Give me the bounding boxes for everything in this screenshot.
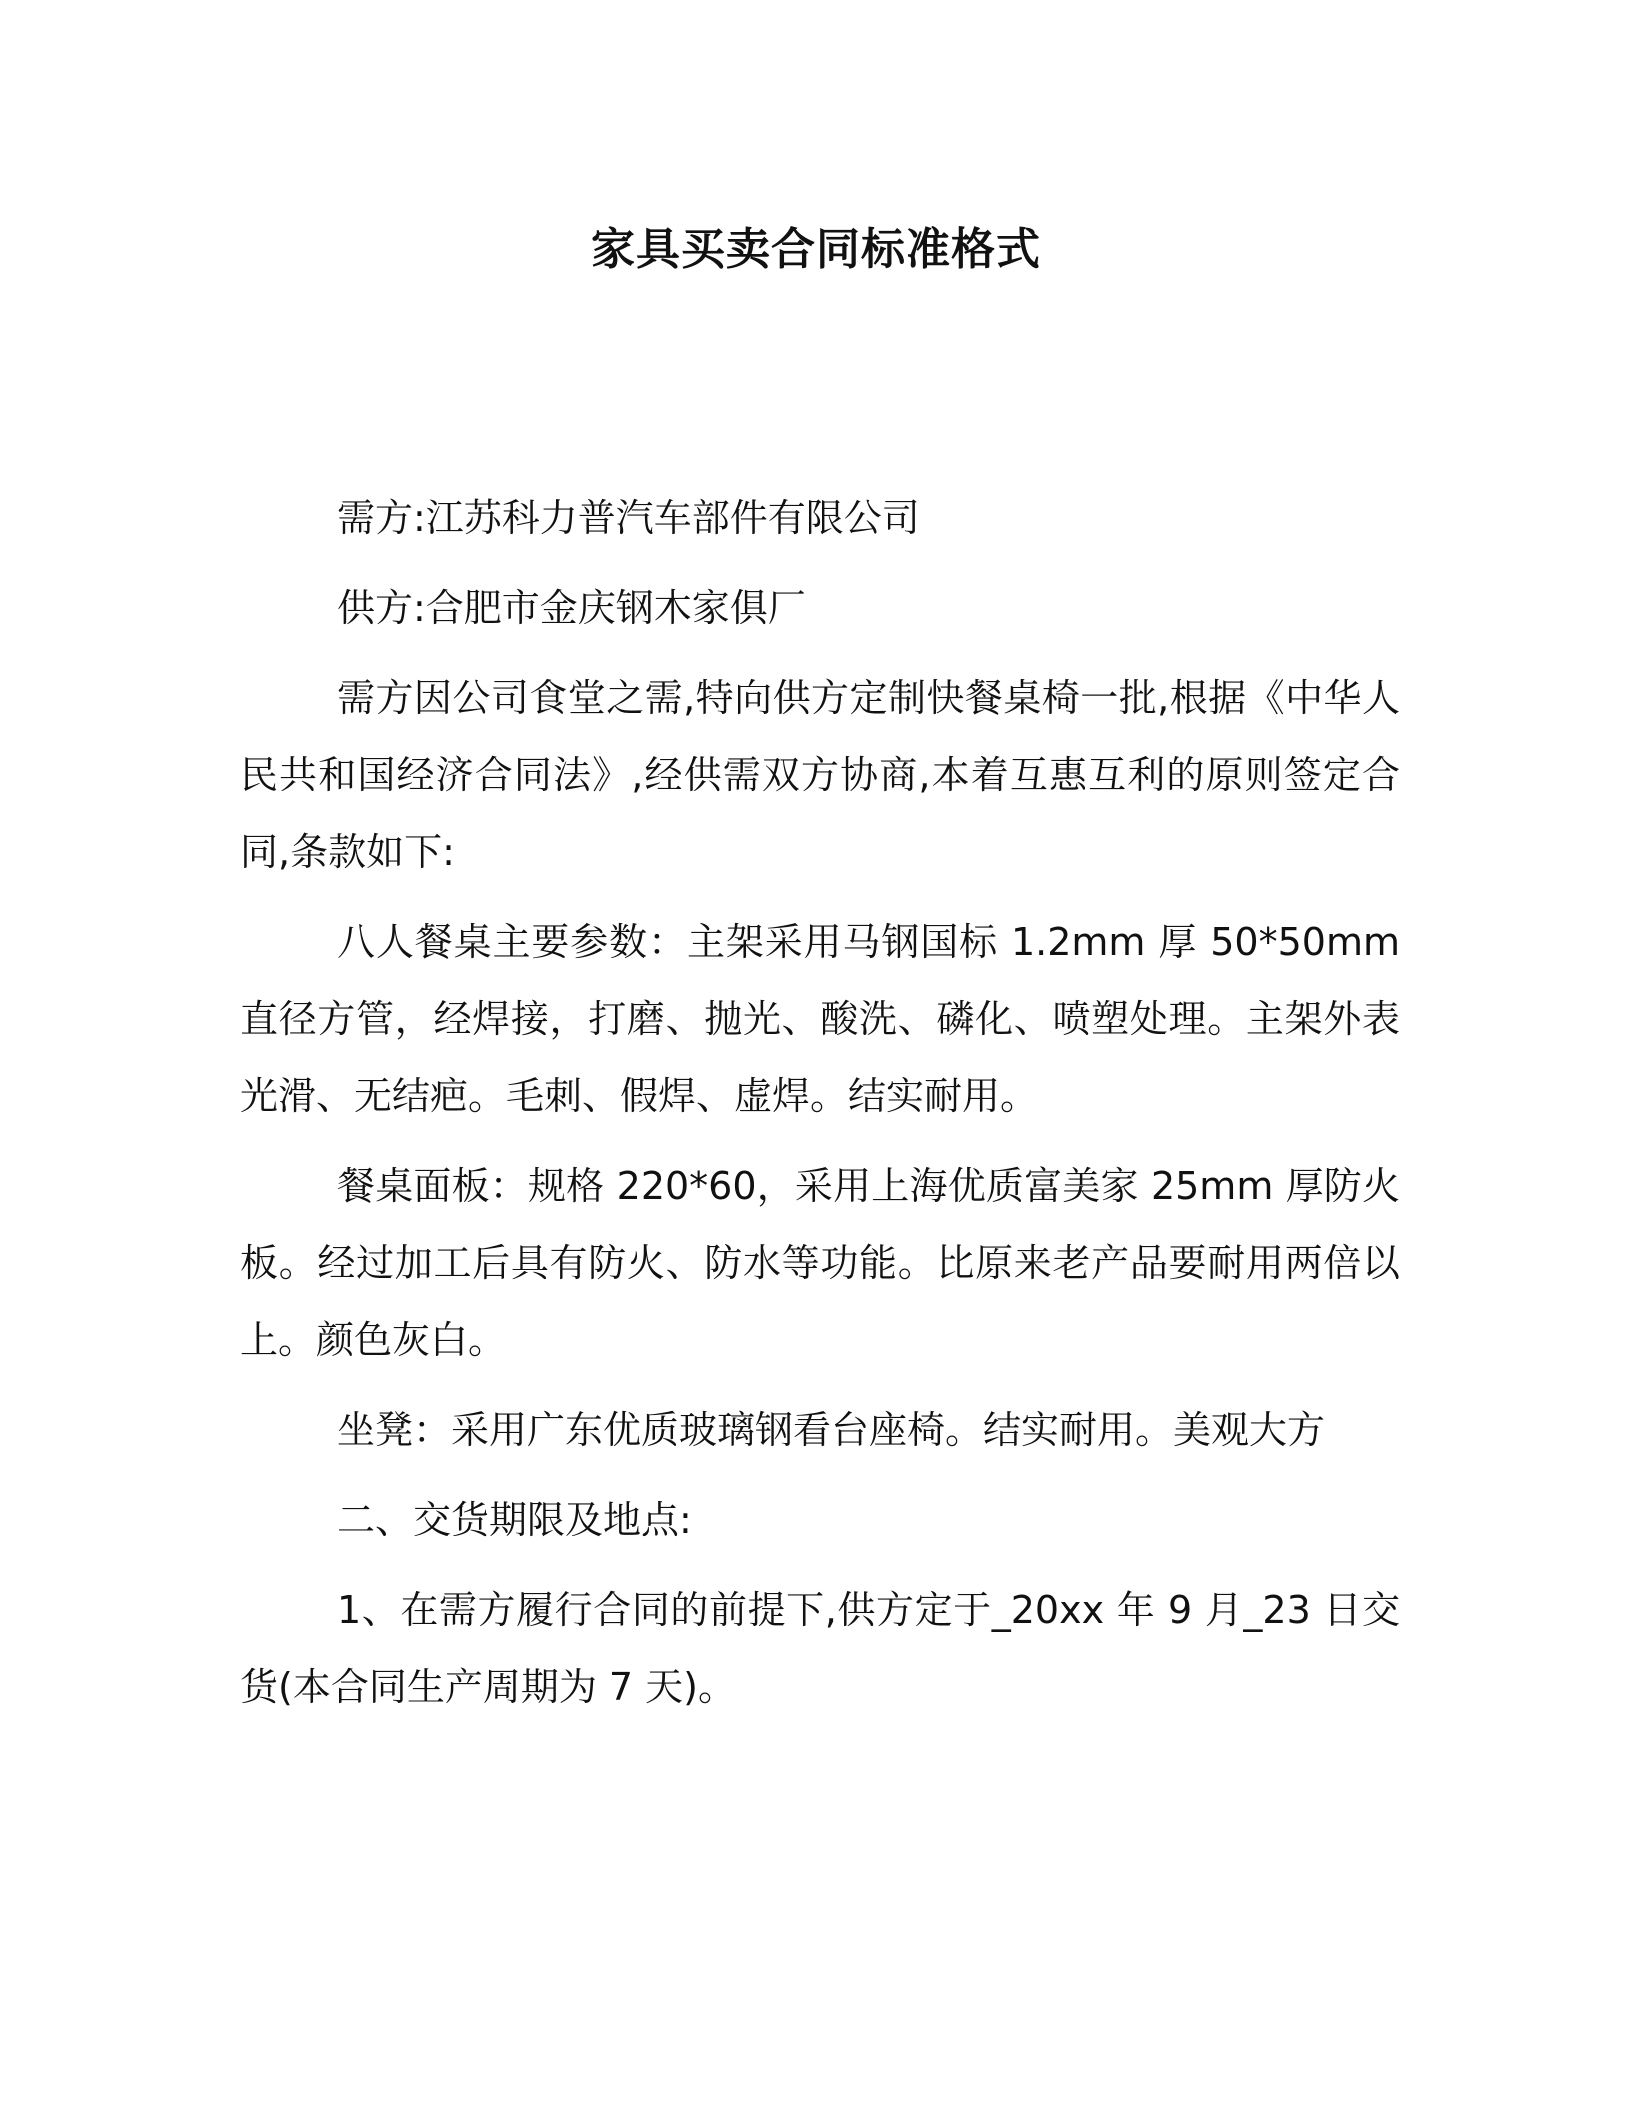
document-title: 家具买卖合同标准格式 [591,224,1041,275]
supplier-line: 供方:合肥市金庆钢木家俱厂 [337,586,806,630]
tabletop-spec-paragraph: 餐桌面板：规格 220*60，采用上海优质富美家 25mm 厚防火板。经过加工后具有防火、防水等功能。比原来老产品要耐用两倍以上。颜色灰白。 [240,1164,1400,1362]
preamble-paragraph: 需方因公司食堂之需,特向供方定制快餐桌椅一批,根据《中华人民共和国经济合同法》,经供需双方协商,本着互惠互利的原则签定合同,条款如下: [240,676,1400,874]
delivery-clause-1: 1、在需方履行合同的前提下,供方定于_20xx 年 9 月_23 日交货(本合同生产周期为 7 天)。 [240,1588,1400,1709]
section-heading-delivery: 二、交货期限及地点: [337,1498,692,1542]
buyer-line: 需方:江苏科力普汽车部件有限公司 [337,496,920,540]
document-body [240,480,1400,1726]
table-spec-paragraph: 八人餐桌主要参数：主架采用马钢国标 1.2mm 厚 50*50mm 直径方管，经焊接，打磨、抛光、酸洗、磷化、喷塑处理。主架外表光滑、无结疤。毛刺、假焊、虚焊。结实耐用。 [240,920,1400,1118]
stool-spec-paragraph: 坐凳：采用广东优质玻璃钢看台座椅。结实耐用。美观大方 [337,1408,1326,1452]
